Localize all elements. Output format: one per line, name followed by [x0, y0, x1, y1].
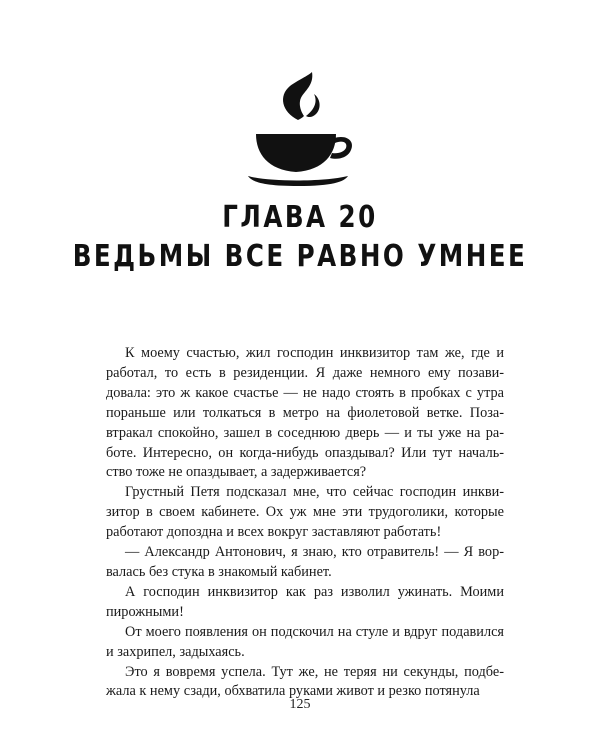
chapter-number: ГЛАВА 20 [222, 200, 378, 235]
paragraph: — Александр Антонович, я знаю, кто отравитель! — Я ворвалась без стука в знакомый кабинет. [106, 544, 504, 580]
page-number: 125 [289, 697, 311, 712]
paragraph: А господин инквизитор как раз изволил ужинать. Моими пирожными! [106, 583, 504, 620]
steaming-teacup-icon [248, 72, 358, 187]
chapter-body [106, 344, 504, 702]
paragraph: От моего появления он подскочил на стуле и вдруг подавился и захрипел, задыхаясь. [106, 623, 504, 660]
paragraph: К моему счастью, жил господин инквизитор там же, где и работал, то есть в резиденции. Я даже немного ему позавидовала: это ж какое счастье — не надо стоять в пробках с утра пораньше или толкаться в метро на фиолетовой ветке. Позавтракал спокойно, зашел в соседнюю дверь — и ты уже на работе. Интересно, он когда-нибудь опаздывал? Или тут начальство тоже не опаздывает, а задерживается? [106, 345, 504, 481]
paragraph: Грустный Петя подсказал мне, что сейчас господин инквизитор в своем кабинете. Ох уж мне эти трудоголики, которые работают допоздна и всех вокруг заставляют работать! [106, 484, 504, 541]
chapter-title: ВЕДЬМЫ ВСЕ РАВНО УМНЕЕ [72, 239, 528, 274]
paragraph: Это я вовремя успела. Тут же, не теряя ни секунды, подбежала к нему сзади, обхватила руками живот и резко потянула [106, 663, 504, 700]
